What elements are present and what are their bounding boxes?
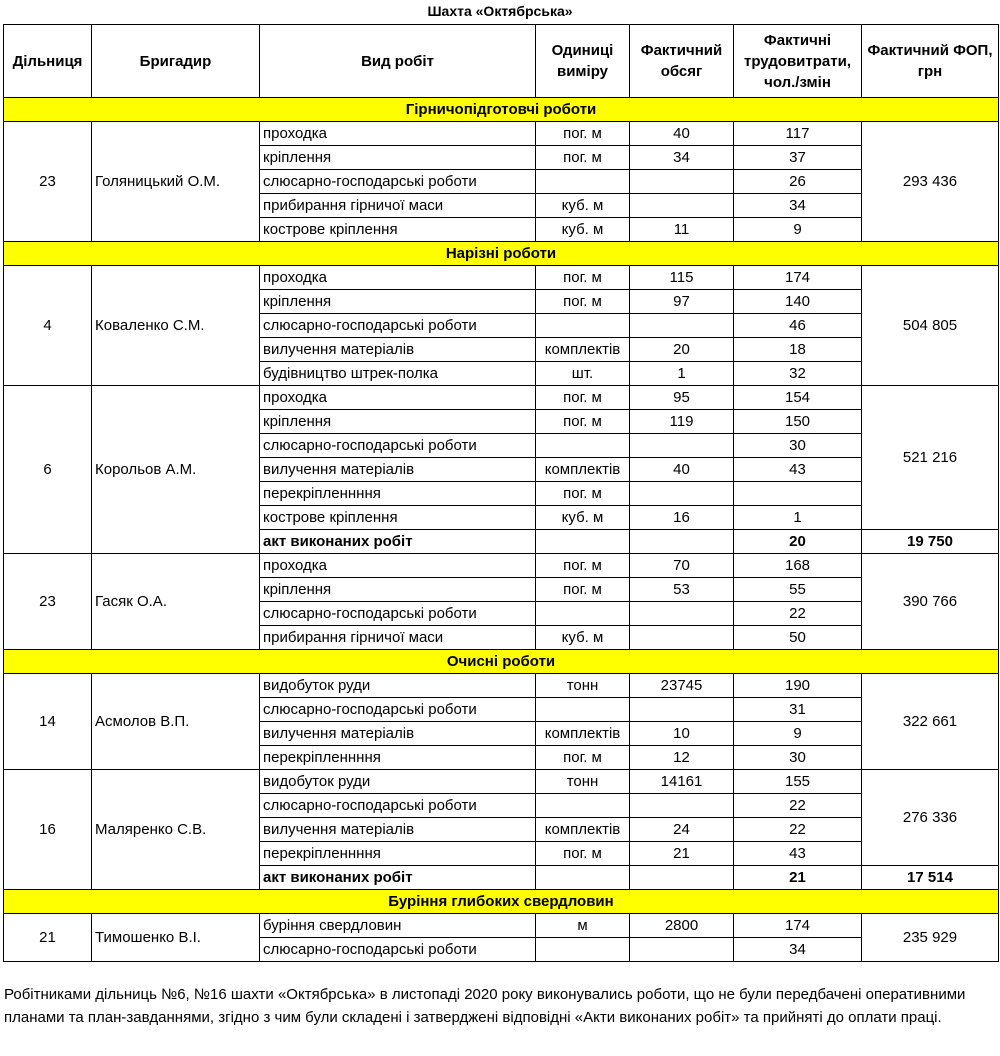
volume: 11: [630, 218, 734, 242]
work-type: перекріпленнння: [260, 746, 536, 770]
labor: 34: [734, 938, 862, 962]
volume: [630, 314, 734, 338]
unit: [536, 794, 630, 818]
labor: 150: [734, 410, 862, 434]
labor: 46: [734, 314, 862, 338]
work-type: проходка: [260, 266, 536, 290]
volume: [630, 482, 734, 506]
section-number: 14: [4, 674, 92, 770]
labor: 174: [734, 266, 862, 290]
unit: [536, 602, 630, 626]
volume: [630, 170, 734, 194]
labor: 168: [734, 554, 862, 578]
volume: [630, 434, 734, 458]
unit: пог. м: [536, 554, 630, 578]
labor: 43: [734, 842, 862, 866]
labor: 31: [734, 698, 862, 722]
work-type: кріплення: [260, 578, 536, 602]
unit: [536, 698, 630, 722]
unit: пог. м: [536, 266, 630, 290]
brigadier-name: Тимошенко В.І.: [92, 914, 260, 962]
section-number: 4: [4, 266, 92, 386]
volume: 119: [630, 410, 734, 434]
volume: [630, 794, 734, 818]
work-type: буріння свердловин: [260, 914, 536, 938]
fop-value: 504 805: [862, 266, 999, 386]
volume: 23745: [630, 674, 734, 698]
unit: [536, 938, 630, 962]
unit: пог. м: [536, 482, 630, 506]
work-type: видобуток руди: [260, 770, 536, 794]
work-type: слюсарно-господарські роботи: [260, 434, 536, 458]
category-row: [4, 650, 999, 674]
labor: 37: [734, 146, 862, 170]
work-type: вилучення матеріалів: [260, 458, 536, 482]
labor: 22: [734, 602, 862, 626]
work-type: перекріпленнння: [260, 482, 536, 506]
header-row: [4, 25, 999, 98]
volume: 97: [630, 290, 734, 314]
volume: 115: [630, 266, 734, 290]
unit: [536, 434, 630, 458]
work-type: проходка: [260, 122, 536, 146]
category-row: [4, 890, 999, 914]
fop-value: 390 766: [862, 554, 999, 650]
volume: [630, 530, 734, 554]
category-title: Очисні роботи: [4, 650, 999, 674]
work-type: будівництво штрек-полка: [260, 362, 536, 386]
act-labor: 20: [734, 530, 862, 554]
header-section: Дільниця: [4, 25, 92, 98]
unit: тонн: [536, 674, 630, 698]
volume: [630, 626, 734, 650]
unit: комплектів: [536, 722, 630, 746]
unit: пог. м: [536, 290, 630, 314]
volume: 1: [630, 362, 734, 386]
category-title: Нарізні роботи: [4, 242, 999, 266]
work-type: слюсарно-господарські роботи: [260, 938, 536, 962]
unit: комплектів: [536, 458, 630, 482]
labor: 30: [734, 434, 862, 458]
table-row: [4, 122, 999, 146]
fop-value: 322 661: [862, 674, 999, 770]
table-row: [4, 266, 999, 290]
labor: 18: [734, 338, 862, 362]
labor: 190: [734, 674, 862, 698]
page-title: Шахта «Октябрська»: [427, 3, 573, 19]
unit: [536, 314, 630, 338]
volume: 70: [630, 554, 734, 578]
work-type: кріплення: [260, 410, 536, 434]
volume: 53: [630, 578, 734, 602]
labor: 43: [734, 458, 862, 482]
unit: [536, 530, 630, 554]
labor: 30: [734, 746, 862, 770]
work-type: вилучення матеріалів: [260, 722, 536, 746]
work-type: проходка: [260, 554, 536, 578]
unit: шт.: [536, 362, 630, 386]
unit: комплектів: [536, 818, 630, 842]
work-type: видобуток руди: [260, 674, 536, 698]
header-fop: Фактичний ФОП, грн: [862, 25, 999, 98]
labor: 155: [734, 770, 862, 794]
fop-value: 276 336: [862, 770, 999, 866]
labor: 140: [734, 290, 862, 314]
volume: 40: [630, 458, 734, 482]
labor: 34: [734, 194, 862, 218]
volume: 21: [630, 842, 734, 866]
unit: пог. м: [536, 578, 630, 602]
volume: 10: [630, 722, 734, 746]
header-units: Одиниці виміру: [536, 25, 630, 98]
work-type: кострове кріплення: [260, 218, 536, 242]
labor: 154: [734, 386, 862, 410]
volume: [630, 698, 734, 722]
report-table: [3, 24, 999, 962]
header-work-type: Вид робіт: [260, 25, 536, 98]
labor: 22: [734, 794, 862, 818]
volume: 20: [630, 338, 734, 362]
work-type: слюсарно-господарські роботи: [260, 794, 536, 818]
unit: куб. м: [536, 626, 630, 650]
table-row: [4, 770, 999, 794]
volume: 2800: [630, 914, 734, 938]
volume: 34: [630, 146, 734, 170]
brigadier-name: Асмолов В.П.: [92, 674, 260, 770]
unit: пог. м: [536, 410, 630, 434]
section-number: 21: [4, 914, 92, 962]
unit: пог. м: [536, 146, 630, 170]
table-row: [4, 554, 999, 578]
act-label: акт виконаних робіт: [260, 530, 536, 554]
section-number: 16: [4, 770, 92, 890]
unit: куб. м: [536, 506, 630, 530]
unit: пог. м: [536, 746, 630, 770]
work-type: кріплення: [260, 146, 536, 170]
labor: [734, 482, 862, 506]
labor: 50: [734, 626, 862, 650]
fop-value: 521 216: [862, 386, 999, 530]
act-fop: 19 750: [862, 530, 999, 554]
unit: тонн: [536, 770, 630, 794]
unit: куб. м: [536, 194, 630, 218]
act-fop: 17 514: [862, 866, 999, 890]
table-row: [4, 674, 999, 698]
table-row: [4, 386, 999, 410]
labor: 22: [734, 818, 862, 842]
labor: 32: [734, 362, 862, 386]
unit: пог. м: [536, 122, 630, 146]
category-row: [4, 242, 999, 266]
volume: [630, 866, 734, 890]
work-type: прибирання гірничої маси: [260, 626, 536, 650]
work-type: проходка: [260, 386, 536, 410]
unit: [536, 866, 630, 890]
work-type: прибирання гірничої маси: [260, 194, 536, 218]
brigadier-name: Гасяк О.А.: [92, 554, 260, 650]
act-label: акт виконаних робіт: [260, 866, 536, 890]
section-number: 6: [4, 386, 92, 554]
unit: [536, 170, 630, 194]
header-labor: Фактичні трудовитрати, чол./змін: [734, 25, 862, 98]
footnote: Робітниками дільниць №6, №16 шахти «Октябрська» в листопаді 2020 року виконувались роботи, що не були передбачені оперативними планами та план-завданнями, згідно з чим були складені і затверджені відповідні «Акти виконаних робіт» та прийняті до оплати праці.: [4, 986, 966, 1026]
unit: комплектів: [536, 338, 630, 362]
unit: м: [536, 914, 630, 938]
volume: 40: [630, 122, 734, 146]
section-number: 23: [4, 554, 92, 650]
table-body: [4, 98, 999, 962]
unit: куб. м: [536, 218, 630, 242]
brigadier-name: Корольов А.М.: [92, 386, 260, 554]
work-type: кріплення: [260, 290, 536, 314]
work-type: вилучення матеріалів: [260, 818, 536, 842]
work-type: вилучення матеріалів: [260, 338, 536, 362]
act-labor: 21: [734, 866, 862, 890]
volume: 12: [630, 746, 734, 770]
category-title: Гірничопідготовчі роботи: [4, 98, 999, 122]
labor: 55: [734, 578, 862, 602]
work-type: перекріпленнння: [260, 842, 536, 866]
labor: 26: [734, 170, 862, 194]
volume: [630, 938, 734, 962]
unit: пог. м: [536, 842, 630, 866]
fop-value: 293 436: [862, 122, 999, 242]
work-type: слюсарно-господарські роботи: [260, 314, 536, 338]
labor: 117: [734, 122, 862, 146]
volume: 16: [630, 506, 734, 530]
header-volume: Фактичний обсяг: [630, 25, 734, 98]
section-number: 23: [4, 122, 92, 242]
category-title: Буріння глибоких свердловин: [4, 890, 999, 914]
brigadier-name: Маляренко С.В.: [92, 770, 260, 890]
volume: [630, 602, 734, 626]
fop-value: 235 929: [862, 914, 999, 962]
volume: 24: [630, 818, 734, 842]
volume: 95: [630, 386, 734, 410]
work-type: слюсарно-господарські роботи: [260, 602, 536, 626]
unit: пог. м: [536, 386, 630, 410]
work-type: кострове кріплення: [260, 506, 536, 530]
category-row: [4, 98, 999, 122]
table-row: [4, 914, 999, 938]
volume: [630, 194, 734, 218]
volume: 14161: [630, 770, 734, 794]
header-brigadier: Бригадир: [92, 25, 260, 98]
work-type: слюсарно-господарські роботи: [260, 698, 536, 722]
labor: 1: [734, 506, 862, 530]
brigadier-name: Коваленко С.М.: [92, 266, 260, 386]
brigadier-name: Голяницький О.М.: [92, 122, 260, 242]
labor: 9: [734, 722, 862, 746]
work-type: слюсарно-господарські роботи: [260, 170, 536, 194]
labor: 9: [734, 218, 862, 242]
labor: 174: [734, 914, 862, 938]
